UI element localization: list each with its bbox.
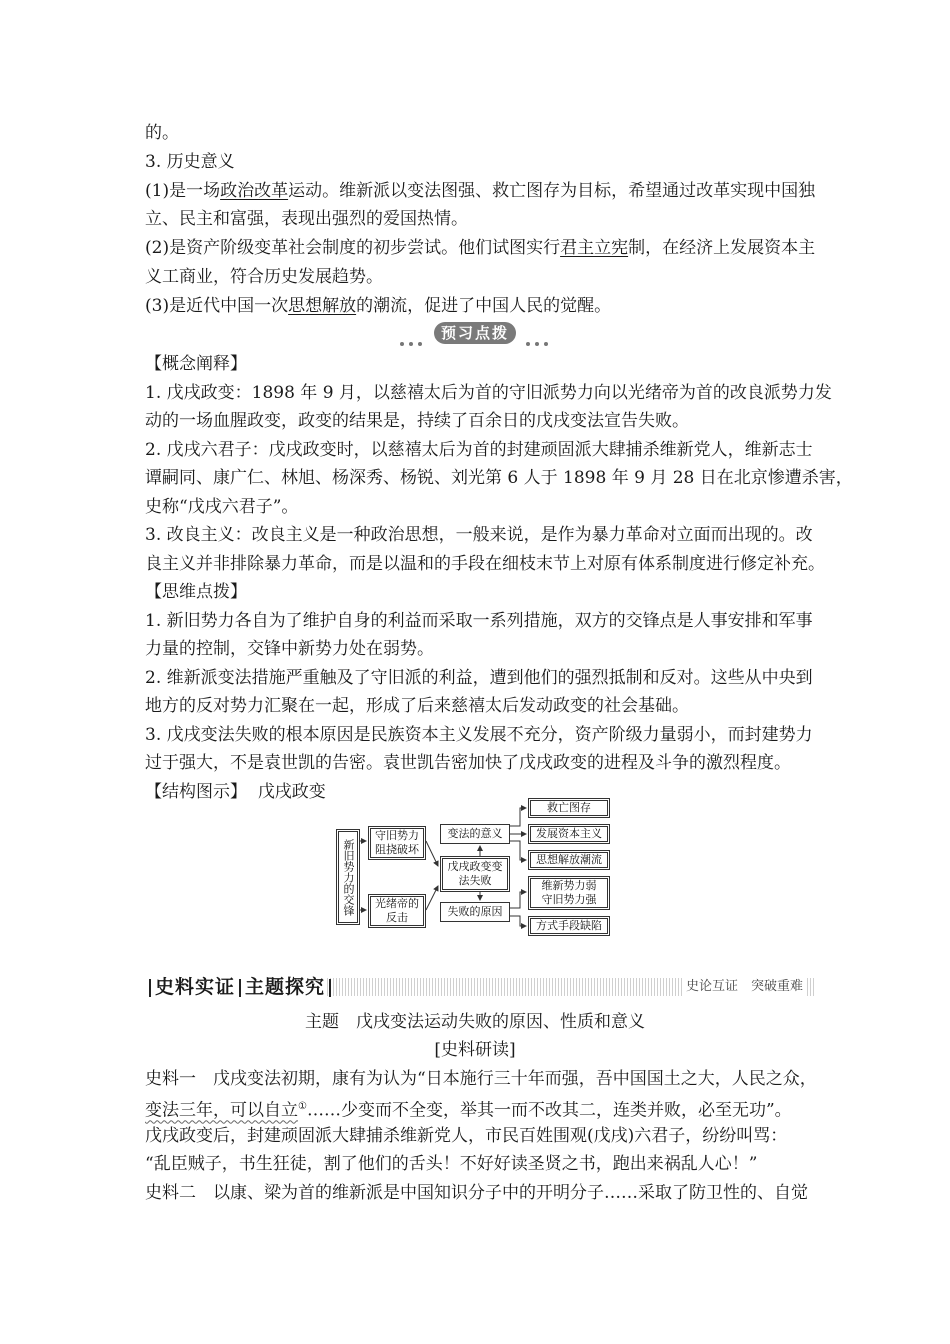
underlined-term: 思想解放 [288, 296, 357, 316]
diagram-meaning-3 [528, 850, 610, 870]
section-right-label: 史论互证 突破重难 [682, 978, 807, 996]
text-line: 立、民主和富强，表现出强烈的爱国热情。 [145, 209, 468, 229]
text-line: 1. 新旧势力各自为了维护自身的利益而采取一系列措施，双方的交锋点是人事安排和军事 [145, 611, 813, 631]
section-heading: 3. 历史意义 [145, 152, 235, 172]
concepts-heading: 【概念阐释】 [145, 354, 247, 374]
text-line: 2. 戊戌六君子：戊戌政变时，以慈禧太后为首的封建顽固派大肆捕杀维新党人，维新志士 [145, 440, 813, 460]
structure-heading [145, 781, 326, 803]
text-line: 史料二 以康、梁为首的维新派是中国知识分子中的开明分子……采取了防卫性的、自觉 [145, 1183, 808, 1203]
banner-dots-right [526, 331, 553, 335]
text-line [145, 237, 815, 259]
section-bar [145, 975, 815, 999]
footnote-marker: ① [298, 1101, 307, 1112]
structure-label: 【结构图示】 [145, 782, 247, 802]
diagram-label: 光绪帝的反击 [375, 897, 419, 924]
underlined-term: 君主立宪 [560, 238, 629, 258]
diagram-center [440, 856, 510, 892]
text-span: 运动。维新派以变法图强、救亡图存为目标，希望通过改革实现中国独 [288, 181, 816, 201]
diagram-meaning-2 [528, 824, 610, 844]
text-span: 制，在经济上发展资本主 [628, 238, 816, 258]
section-title-a: 史料实证 [155, 976, 236, 998]
diagram-label: 方式手段缺陷 [536, 919, 602, 932]
text-span: ……少变而不全变，举其一而不改其二，连类并败，必至无功”。 [306, 1100, 792, 1121]
diagram-label: 守旧势力强 [541, 893, 597, 906]
preview-banner [330, 322, 620, 344]
text-line: 动的一场血腥政变，政变的结果是，持续了百余日的戊戌变法宣告失败。 [145, 411, 689, 431]
section-title [145, 975, 335, 999]
text-line: 史称“戊戌六君子”。 [145, 497, 299, 517]
text-span: (2)是资产阶级变革社会制度的初步尝试。他们试图实行 [145, 238, 561, 258]
diagram-label: 守旧势力阻挠破坏 [375, 829, 419, 856]
text-line [145, 1096, 792, 1122]
text-line: 3. 改良主义：改良主义是一种政治思想，一般来说，是作为暴力革命对立面而出现的。改 [145, 525, 813, 545]
diagram-emperor [368, 894, 426, 928]
banner-pill: 预习点拨 [434, 322, 516, 344]
banner-dots-left [400, 331, 427, 335]
diagram-root [336, 829, 360, 925]
diagram-label: 思想解放潮流 [536, 853, 602, 866]
diagram-cause [440, 902, 510, 922]
text-line: 地方的反对势力汇聚在一起，形成了后来慈禧太后发动政变的社会基础。 [145, 696, 689, 716]
topic-title: 主题 戊戌变法运动失败的原因、性质和意义 [305, 1012, 645, 1032]
underlined-term: 政治改革 [220, 181, 289, 201]
text-line: “乱臣贼子，书生狂徒，割了他们的舌头！不好好读圣贤之书，跑出来祸乱人心！” [145, 1154, 758, 1174]
diagram-meaning-1 [528, 798, 610, 818]
text-line: 3. 戊戌变法失败的根本原因是民族资本主义发展不充分，资产阶级力量弱小，而封建势力 [145, 725, 813, 745]
text-span: 的潮流，促进了中国人民的觉醒。 [356, 296, 612, 316]
text-line: 谭嗣同、康广仁、林旭、杨深秀、杨锐、刘光第 6 人于 1898 年 9 月 28 日在北京惨遭杀害， [145, 468, 853, 488]
section-title-b: 主题探究 [245, 976, 326, 998]
text-line: 戊戌政变后，封建顽固派大肆捕杀维新党人，市民百姓围观(戊戌)六君子，纷纷叫骂： [145, 1126, 788, 1146]
diagram-cause-2 [528, 916, 610, 936]
text-span: (3)是近代中国一次 [145, 296, 289, 316]
diagram-label: 维新势力弱 [541, 879, 597, 892]
text-line: 过于强大，不是袁世凯的告密。袁世凯告密加快了戊戌政变的进程及斗争的激烈程度。 [145, 753, 791, 773]
text-line: 2. 维新派变法措施严重触及了守旧派的利益，遭到他们的强烈抵制和反对。这些从中央到 [145, 668, 813, 688]
text-line [145, 180, 815, 202]
text-line: 史料一 戊戌变法初期，康有为认为“日本施行三十年而强，吾中国国土之大，人民之众， [145, 1069, 817, 1089]
diagram-label: 变法的意义 [447, 827, 503, 840]
text-line [145, 295, 611, 317]
structure-diagram [330, 796, 630, 940]
diagram-label: 失败的原因 [447, 905, 503, 918]
diagram-label: 救亡图存 [547, 801, 591, 814]
diagram-label: 戊戌政变变法失败 [447, 860, 503, 887]
diagram-old-force [368, 826, 426, 860]
diagram-meaning [440, 824, 510, 844]
diagram-label: 发展资本主义 [536, 827, 602, 840]
diagram-cause-1 [528, 876, 610, 910]
structure-title: 戊戌政变 [257, 782, 326, 802]
wavy-underlined-text: 变法三年，可以自立 [145, 1100, 298, 1121]
text-line: 义工商业，符合历史发展趋势。 [145, 267, 383, 287]
thinking-heading: 【思维点拨】 [145, 582, 247, 602]
text-line: 1. 戊戌政变：1898 年 9 月，以慈禧太后为首的守旧派势力向以光绪帝为首的改良派势力发 [145, 383, 832, 403]
text-span: (1)是一场 [145, 181, 221, 201]
text-line: 力量的控制，交锋中新势力处在弱势。 [145, 639, 434, 659]
text-line: 良主义并非排除暴力革命，而是以温和的手段在细枝末节上对原有体系制度进行修定补充。 [145, 554, 825, 574]
diagram-root-label: 新旧势力的交锋 [342, 838, 355, 916]
subheading: [史料研读] [434, 1040, 516, 1060]
text-line: 的。 [145, 123, 179, 143]
